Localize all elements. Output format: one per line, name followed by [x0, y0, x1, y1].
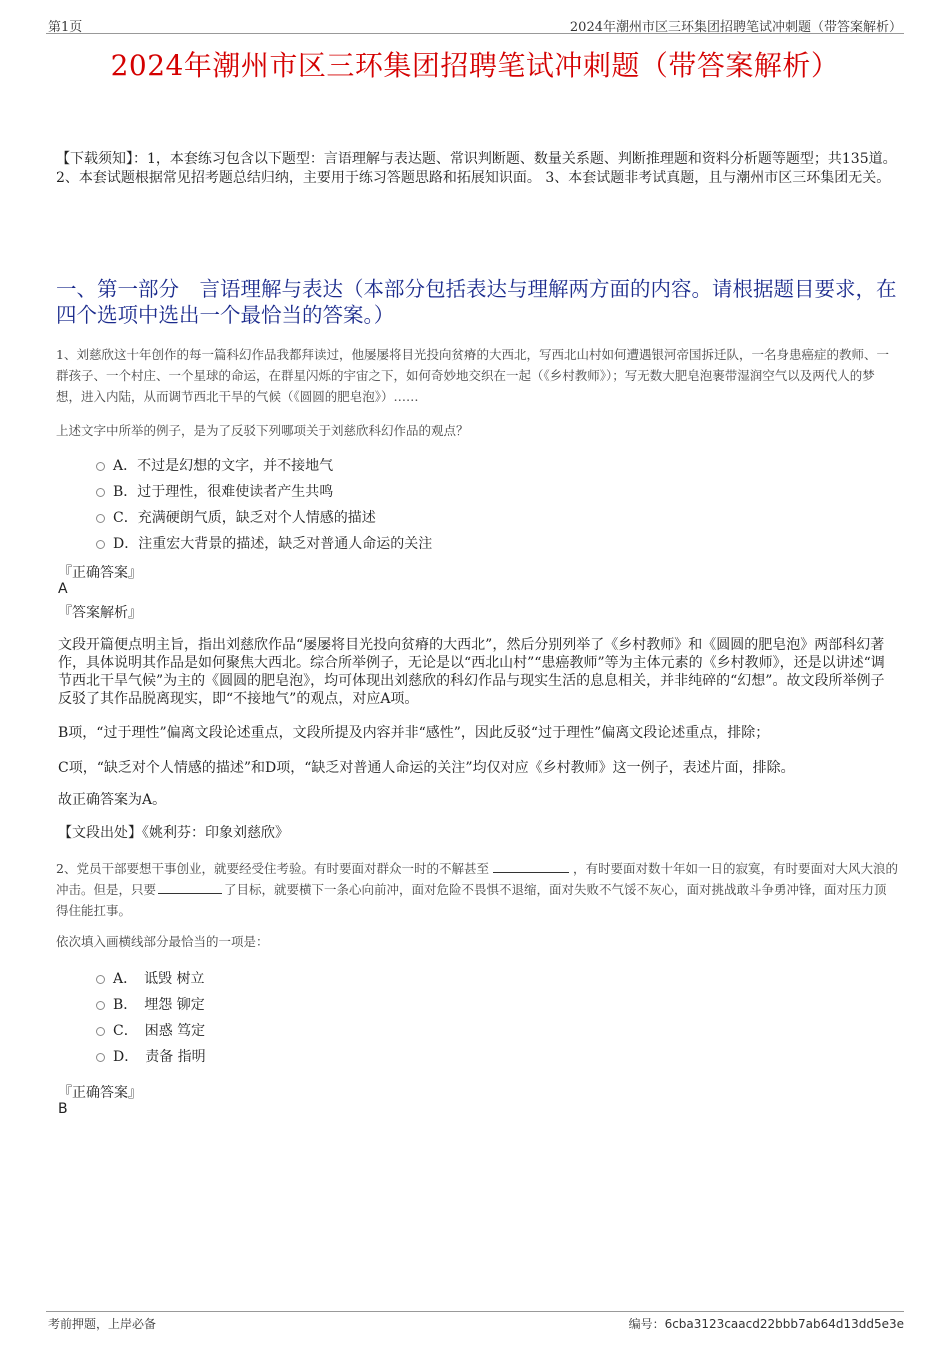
- fill-blank[interactable]: [158, 881, 222, 894]
- option-b[interactable]: [96, 992, 206, 1018]
- question-2-prompt: 依次填入画横线部分最恰当的一项是：: [56, 934, 269, 949]
- correct-answer: A: [58, 581, 68, 597]
- radio-icon[interactable]: [96, 1027, 105, 1036]
- option-label: B． 埋怨 铆定: [113, 997, 205, 1013]
- footer-divider: [46, 1311, 904, 1312]
- option-label: C．充满硬朗气质，缺乏对个人情感的描述: [113, 510, 376, 526]
- question-2-options: [96, 966, 206, 1070]
- document-id-value: 6cba3123caacd22bbb7ab64d13dd5e3e: [664, 1317, 904, 1331]
- question-2-text-part: ，有时要面对数十年如一日的寂寞，有时要面对大风大浪的冲击。但是，只要: [56, 861, 898, 897]
- radio-icon[interactable]: [96, 514, 105, 523]
- radio-icon[interactable]: [96, 540, 105, 549]
- option-label: B．过于理性，很难使读者产生共鸣: [113, 484, 334, 500]
- analysis-label: 『答案解析』: [58, 605, 142, 621]
- header-divider: [46, 33, 904, 34]
- download-notice: 【下载须知】：1，本套练习包含以下题型：言语理解与表达题、常识判断题、数量关系题、判断推理题和资料分析题等题型；共135道。 2、本套试题根据常见招考题总结归纳，主要用于练习答题思路和拓展知识面。 3、本套试题非考试真题，且与潮州市区三环集团无关。: [56, 151, 897, 186]
- question-1-text: 1、刘慈欣这十年创作的每一篇科幻作品我都拜读过，他屡屡将目光投向贫瘠的大西北，写西北山村如何遭遇银河帝国拆迁队，一名身患癌症的教师、一群孩子、一个村庄、一个星球的命运，在群星闪烁的宇宙之下，如何奇妙地交织在一起（《乡村教师》）；写无数大肥皂泡裹带湿润空气以及两代人的梦想，进入内陆，从而调节西北干旱的气候（《圆圆的肥皂泡》）……: [56, 347, 889, 404]
- footer-slogan: 考前押题，上岸必备: [48, 1317, 157, 1331]
- option-label: A． 诋毁 树立: [113, 971, 205, 987]
- question-2-text-part: 了目标，就要横下一条心向前冲，面对危险不畏惧不退缩，面对失败不气馁不灰心，面对挑战敢斗争勇冲锋，面对压力顶得住能扛事。: [56, 882, 887, 918]
- document-id: [629, 1315, 904, 1332]
- correct-answer-label: 『正确答案』: [58, 1085, 142, 1101]
- analysis-paragraph: C项，“缺乏对个人情感的描述”和D项，“缺乏对普通人命运的关注”均仅对应《乡村教师》这一例子，表述片面，排除。: [58, 760, 795, 776]
- option-d[interactable]: [96, 1044, 206, 1070]
- question-1-prompt: 上述文字中所举的例子，是为了反驳下列哪项关于刘慈欣科幻作品的观点？: [56, 423, 469, 438]
- document-id-label: 编号：: [628, 1317, 665, 1331]
- option-label: D．注重宏大背景的描述，缺乏对普通人命运的关注: [113, 536, 433, 552]
- option-d[interactable]: [96, 531, 432, 557]
- option-c[interactable]: [96, 505, 432, 531]
- option-a[interactable]: [96, 966, 206, 992]
- correct-answer-label: 『正确答案』: [58, 565, 142, 581]
- analysis-paragraph: 文段开篇便点明主旨，指出刘慈欣作品“屡屡将目光投向贫瘠的大西北”，然后分别列举了《乡村教师》和《圆圆的肥皂泡》两部科幻著作，具体说明其作品是如何聚焦大西北。综合所举例子，无论是以“西北山村”“患癌教师”等为主体元素的《乡村教师》，还是以讲述“调节西北干旱气候”为主的《圆圆的肥皂泡》，均可体现出刘慈欣的科幻作品与现实生活的息息相关，并非纯碎的“幻想”。故文段所举例子反驳了其作品脱离现实，即“不接地气”的观点，对应A项。: [58, 637, 885, 707]
- option-a[interactable]: [96, 453, 432, 479]
- page-number: 第1页: [48, 20, 83, 35]
- document-title: 2024年潮州市区三环集团招聘笔试冲刺题（带答案解析）: [110, 49, 840, 82]
- radio-icon[interactable]: [96, 1001, 105, 1010]
- radio-icon[interactable]: [96, 1053, 105, 1062]
- option-c[interactable]: [96, 1018, 206, 1044]
- section-heading: 一、第一部分 言语理解与表达（本部分包括表达与理解两方面的内容。请根据题目要求，在四个选项中选出一个最恰当的答案。）: [56, 277, 897, 327]
- analysis-conclusion: 故正确答案为A。: [58, 792, 167, 808]
- running-header-title: 2024年潮州市区三环集团招聘笔试冲刺题（带答案解析）: [569, 20, 902, 35]
- option-b[interactable]: [96, 479, 432, 505]
- radio-icon[interactable]: [96, 975, 105, 984]
- question-1-options: [96, 453, 432, 557]
- question-2-text-part: 2、党员干部要想干事创业，就要经受住考验。有时要面对群众一时的不解甚至: [56, 861, 489, 876]
- fill-blank[interactable]: [493, 860, 569, 873]
- radio-icon[interactable]: [96, 488, 105, 497]
- correct-answer: B: [58, 1101, 68, 1117]
- option-label: A．不过是幻想的文字，并不接地气: [113, 458, 334, 474]
- analysis-paragraph: B项，“过于理性”偏离文段论述重点，文段所提及内容并非“感性”，因此反驳“过于理性”偏离文段论述重点，排除；: [58, 725, 770, 741]
- option-label: C． 困惑 笃定: [113, 1023, 206, 1039]
- radio-icon[interactable]: [96, 462, 105, 471]
- question-2-text: [56, 858, 898, 921]
- text-source: 【文段出处】《姚利芬：印象刘慈欣》: [58, 825, 289, 841]
- option-label: D． 责备 指明: [113, 1049, 206, 1065]
